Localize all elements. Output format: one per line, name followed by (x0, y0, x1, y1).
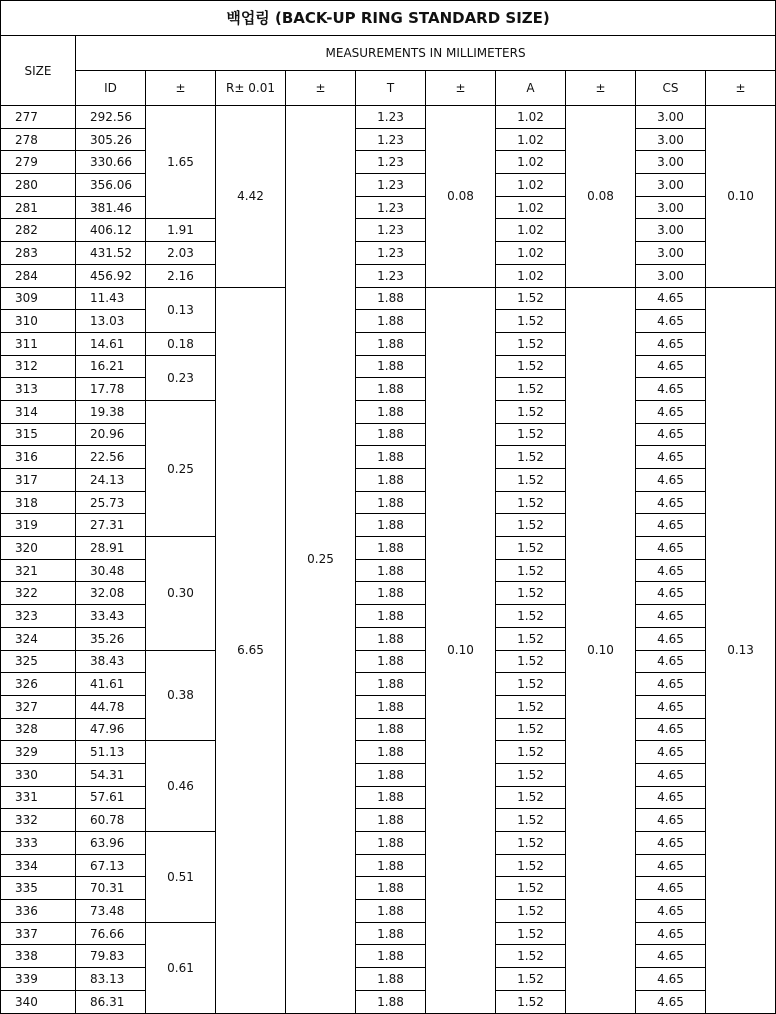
table-row (1, 469, 776, 492)
cs-cell: 4.65 (636, 355, 706, 378)
table-row (1, 219, 776, 242)
size-cell: 322 (1, 582, 76, 605)
id-tolerance-cell: 0.61 (146, 922, 216, 1013)
a-cell: 1.02 (496, 106, 566, 129)
size-cell: 315 (1, 423, 76, 446)
a-cell: 1.52 (496, 514, 566, 537)
t-cell: 1.23 (356, 106, 426, 129)
id-cell: 431.52 (76, 242, 146, 265)
id-tolerance-cell: 0.25 (146, 400, 216, 536)
t-cell: 1.88 (356, 695, 426, 718)
table-row (1, 559, 776, 582)
size-cell: 330 (1, 763, 76, 786)
cs-cell: 4.65 (636, 809, 706, 832)
t-cell: 1.88 (356, 809, 426, 832)
id-tolerance-cell: 0.30 (146, 537, 216, 650)
a-cell: 1.52 (496, 537, 566, 560)
title-row (1, 1, 776, 36)
t-cell: 1.88 (356, 491, 426, 514)
t-cell: 1.88 (356, 854, 426, 877)
a-cell: 1.02 (496, 128, 566, 151)
id-cell: 25.73 (76, 491, 146, 514)
cs-cell: 3.00 (636, 196, 706, 219)
t-cell: 1.88 (356, 378, 426, 401)
id-cell: 330.66 (76, 151, 146, 174)
cs-cell: 4.65 (636, 650, 706, 673)
table-row (1, 264, 776, 287)
id-cell: 63.96 (76, 832, 146, 855)
id-cell: 35.26 (76, 627, 146, 650)
id-cell: 30.48 (76, 559, 146, 582)
a-cell: 1.52 (496, 945, 566, 968)
size-cell: 320 (1, 537, 76, 560)
size-cell: 340 (1, 990, 76, 1013)
table-row (1, 650, 776, 673)
table-row (1, 151, 776, 174)
a-cell: 1.52 (496, 469, 566, 492)
cs-cell: 4.65 (636, 378, 706, 401)
a-cell: 1.52 (496, 559, 566, 582)
table-row (1, 400, 776, 423)
measurements-header: MEASUREMENTS IN MILLIMETERS (76, 36, 776, 71)
id-cell: 28.91 (76, 537, 146, 560)
table-row (1, 174, 776, 197)
cs-cell: 4.65 (636, 627, 706, 650)
size-cell: 321 (1, 559, 76, 582)
t-cell: 1.88 (356, 446, 426, 469)
a-cell: 1.52 (496, 491, 566, 514)
cs-cell: 4.65 (636, 469, 706, 492)
table-row (1, 718, 776, 741)
a-cell: 1.52 (496, 990, 566, 1013)
size-cell: 280 (1, 174, 76, 197)
id-cell: 83.13 (76, 968, 146, 991)
size-cell: 279 (1, 151, 76, 174)
a-cell: 1.52 (496, 741, 566, 764)
a-cell: 1.52 (496, 332, 566, 355)
t-cell: 1.88 (356, 945, 426, 968)
id-tolerance-cell: 0.18 (146, 332, 216, 355)
cs-cell: 4.65 (636, 446, 706, 469)
size-cell: 316 (1, 446, 76, 469)
id-cell: 456.92 (76, 264, 146, 287)
id-cell: 60.78 (76, 809, 146, 832)
table-row (1, 332, 776, 355)
table-row (1, 968, 776, 991)
cs-cell: 4.65 (636, 582, 706, 605)
cs-cell: 4.65 (636, 990, 706, 1013)
size-cell: 339 (1, 968, 76, 991)
a-cell: 1.52 (496, 718, 566, 741)
col-header-r-tol: ± (286, 71, 356, 106)
cs-cell: 4.65 (636, 423, 706, 446)
table-row (1, 355, 776, 378)
a-cell: 1.52 (496, 900, 566, 923)
t-cell: 1.88 (356, 741, 426, 764)
r-cell: 6.65 (216, 287, 286, 1013)
id-cell: 17.78 (76, 378, 146, 401)
table-row (1, 605, 776, 628)
r-cell: 4.42 (216, 106, 286, 288)
a-cell: 1.02 (496, 264, 566, 287)
t-cell: 1.88 (356, 786, 426, 809)
a-cell: 1.52 (496, 786, 566, 809)
table-row (1, 627, 776, 650)
r-tolerance-cell: 0.25 (286, 106, 356, 1014)
table-row (1, 242, 776, 265)
a-cell: 1.52 (496, 809, 566, 832)
id-cell: 16.21 (76, 355, 146, 378)
id-cell: 406.12 (76, 219, 146, 242)
id-cell: 57.61 (76, 786, 146, 809)
size-cell: 278 (1, 128, 76, 151)
t-cell: 1.23 (356, 219, 426, 242)
a-cell: 1.52 (496, 673, 566, 696)
cs-cell: 4.65 (636, 491, 706, 514)
id-cell: 41.61 (76, 673, 146, 696)
size-cell: 336 (1, 900, 76, 923)
id-tolerance-cell: 0.51 (146, 832, 216, 923)
id-tolerance-cell: 2.16 (146, 264, 216, 287)
cs-cell: 4.65 (636, 514, 706, 537)
table-row (1, 741, 776, 764)
id-tolerance-cell: 0.38 (146, 650, 216, 741)
table-row (1, 423, 776, 446)
id-cell: 76.66 (76, 922, 146, 945)
t-cell: 1.88 (356, 673, 426, 696)
a-cell: 1.52 (496, 763, 566, 786)
header-row-1 (1, 36, 776, 71)
cs-cell: 3.00 (636, 128, 706, 151)
t-cell: 1.23 (356, 196, 426, 219)
size-cell: 284 (1, 264, 76, 287)
cs-cell: 4.65 (636, 310, 706, 333)
table-row (1, 106, 776, 129)
table-row (1, 945, 776, 968)
id-cell: 27.31 (76, 514, 146, 537)
cs-cell: 4.65 (636, 945, 706, 968)
cs-cell: 4.65 (636, 741, 706, 764)
a-cell: 1.52 (496, 423, 566, 446)
a-cell: 1.52 (496, 582, 566, 605)
id-tolerance-cell: 0.13 (146, 287, 216, 332)
size-cell: 311 (1, 332, 76, 355)
col-header-cs: CS (636, 71, 706, 106)
a-cell: 1.52 (496, 400, 566, 423)
cs-cell: 3.00 (636, 242, 706, 265)
id-cell: 292.56 (76, 106, 146, 129)
table-row (1, 491, 776, 514)
t-cell: 1.88 (356, 900, 426, 923)
size-cell: 310 (1, 310, 76, 333)
cs-cell: 4.65 (636, 718, 706, 741)
t-tolerance-cell: 0.08 (426, 106, 496, 288)
t-cell: 1.88 (356, 832, 426, 855)
id-cell: 54.31 (76, 763, 146, 786)
size-cell: 331 (1, 786, 76, 809)
t-cell: 1.88 (356, 400, 426, 423)
a-cell: 1.02 (496, 219, 566, 242)
size-cell: 325 (1, 650, 76, 673)
a-cell: 1.52 (496, 310, 566, 333)
col-header-r: R± 0.01 (216, 71, 286, 106)
col-header-a: A (496, 71, 566, 106)
t-tolerance-cell: 0.10 (426, 287, 496, 1013)
table-row (1, 809, 776, 832)
a-cell: 1.52 (496, 378, 566, 401)
t-cell: 1.88 (356, 355, 426, 378)
cs-cell: 4.65 (636, 673, 706, 696)
t-cell: 1.88 (356, 650, 426, 673)
table-row (1, 832, 776, 855)
id-cell: 67.13 (76, 854, 146, 877)
id-cell: 381.46 (76, 196, 146, 219)
cs-cell: 4.65 (636, 695, 706, 718)
cs-cell: 4.65 (636, 559, 706, 582)
table-row (1, 786, 776, 809)
t-cell: 1.88 (356, 469, 426, 492)
id-cell: 14.61 (76, 332, 146, 355)
cs-tolerance-cell: 0.10 (706, 106, 776, 288)
cs-cell: 4.65 (636, 786, 706, 809)
a-cell: 1.52 (496, 627, 566, 650)
id-cell: 24.13 (76, 469, 146, 492)
id-cell: 38.43 (76, 650, 146, 673)
a-cell: 1.52 (496, 605, 566, 628)
t-cell: 1.88 (356, 968, 426, 991)
a-cell: 1.52 (496, 650, 566, 673)
a-cell: 1.02 (496, 242, 566, 265)
t-cell: 1.88 (356, 287, 426, 310)
cs-cell: 3.00 (636, 106, 706, 129)
size-cell: 314 (1, 400, 76, 423)
cs-cell: 4.65 (636, 854, 706, 877)
table-row (1, 446, 776, 469)
t-cell: 1.88 (356, 582, 426, 605)
t-cell: 1.88 (356, 559, 426, 582)
t-cell: 1.23 (356, 242, 426, 265)
header-row-2 (1, 71, 776, 106)
size-cell: 283 (1, 242, 76, 265)
table-row (1, 900, 776, 923)
t-cell: 1.23 (356, 151, 426, 174)
id-cell: 79.83 (76, 945, 146, 968)
a-cell: 1.52 (496, 968, 566, 991)
table-row (1, 537, 776, 560)
t-cell: 1.88 (356, 763, 426, 786)
table-row (1, 763, 776, 786)
a-cell: 1.52 (496, 854, 566, 877)
size-cell: 328 (1, 718, 76, 741)
cs-cell: 4.65 (636, 877, 706, 900)
table-row (1, 854, 776, 877)
table-title: 백업링 (BACK-UP RING STANDARD SIZE) (1, 1, 776, 36)
id-cell: 20.96 (76, 423, 146, 446)
col-header-id: ID (76, 71, 146, 106)
cs-cell: 3.00 (636, 174, 706, 197)
col-header-t: T (356, 71, 426, 106)
id-cell: 33.43 (76, 605, 146, 628)
size-cell: 337 (1, 922, 76, 945)
col-header-a-tol: ± (566, 71, 636, 106)
table-row (1, 514, 776, 537)
a-cell: 1.52 (496, 695, 566, 718)
t-cell: 1.88 (356, 990, 426, 1013)
t-cell: 1.88 (356, 310, 426, 333)
id-tolerance-cell: 0.46 (146, 741, 216, 832)
id-cell: 32.08 (76, 582, 146, 605)
id-cell: 13.03 (76, 310, 146, 333)
cs-cell: 4.65 (636, 922, 706, 945)
id-cell: 44.78 (76, 695, 146, 718)
t-cell: 1.88 (356, 718, 426, 741)
table-row (1, 287, 776, 310)
size-cell: 281 (1, 196, 76, 219)
size-cell: 338 (1, 945, 76, 968)
size-cell: 309 (1, 287, 76, 310)
cs-cell: 4.65 (636, 400, 706, 423)
col-header-t-tol: ± (426, 71, 496, 106)
t-cell: 1.88 (356, 627, 426, 650)
size-cell: 313 (1, 378, 76, 401)
table-row (1, 990, 776, 1013)
size-cell: 334 (1, 854, 76, 877)
size-cell: 277 (1, 106, 76, 129)
col-header-cs-tol: ± (706, 71, 776, 106)
col-header-id-tol: ± (146, 71, 216, 106)
size-cell: 323 (1, 605, 76, 628)
a-cell: 1.02 (496, 151, 566, 174)
cs-cell: 3.00 (636, 264, 706, 287)
id-tolerance-cell: 1.91 (146, 219, 216, 242)
size-cell: 327 (1, 695, 76, 718)
id-tolerance-cell: 1.65 (146, 106, 216, 219)
a-cell: 1.52 (496, 922, 566, 945)
cs-cell: 4.65 (636, 332, 706, 355)
table-row (1, 922, 776, 945)
cs-cell: 4.65 (636, 900, 706, 923)
table-row (1, 378, 776, 401)
size-cell: 312 (1, 355, 76, 378)
table-row (1, 695, 776, 718)
id-cell: 11.43 (76, 287, 146, 310)
a-cell: 1.02 (496, 174, 566, 197)
size-cell: 329 (1, 741, 76, 764)
id-cell: 51.13 (76, 741, 146, 764)
cs-cell: 4.65 (636, 968, 706, 991)
id-tolerance-cell: 0.23 (146, 355, 216, 400)
t-cell: 1.88 (356, 605, 426, 628)
id-tolerance-cell: 2.03 (146, 242, 216, 265)
table-row (1, 673, 776, 696)
size-cell: 326 (1, 673, 76, 696)
table-row (1, 877, 776, 900)
t-cell: 1.23 (356, 264, 426, 287)
t-cell: 1.88 (356, 332, 426, 355)
cs-cell: 4.65 (636, 763, 706, 786)
cs-cell: 4.65 (636, 605, 706, 628)
t-cell: 1.88 (356, 537, 426, 560)
cs-tolerance-cell: 0.13 (706, 287, 776, 1013)
id-cell: 70.31 (76, 877, 146, 900)
size-cell: 317 (1, 469, 76, 492)
size-header: SIZE (1, 36, 76, 106)
cs-cell: 4.65 (636, 832, 706, 855)
a-cell: 1.52 (496, 446, 566, 469)
t-cell: 1.23 (356, 174, 426, 197)
a-cell: 1.52 (496, 355, 566, 378)
a-tolerance-cell: 0.10 (566, 287, 636, 1013)
table-row (1, 582, 776, 605)
size-cell: 318 (1, 491, 76, 514)
t-cell: 1.88 (356, 514, 426, 537)
a-cell: 1.52 (496, 287, 566, 310)
table-body (1, 1, 776, 1014)
cs-cell: 3.00 (636, 151, 706, 174)
id-cell: 19.38 (76, 400, 146, 423)
size-cell: 324 (1, 627, 76, 650)
t-cell: 1.88 (356, 877, 426, 900)
t-cell: 1.88 (356, 423, 426, 446)
size-cell: 333 (1, 832, 76, 855)
a-tolerance-cell: 0.08 (566, 106, 636, 288)
cs-cell: 3.00 (636, 219, 706, 242)
id-cell: 356.06 (76, 174, 146, 197)
table-row (1, 128, 776, 151)
a-cell: 1.02 (496, 196, 566, 219)
table-row (1, 310, 776, 333)
size-cell: 335 (1, 877, 76, 900)
cs-cell: 4.65 (636, 287, 706, 310)
id-cell: 22.56 (76, 446, 146, 469)
table-row (1, 196, 776, 219)
a-cell: 1.52 (496, 877, 566, 900)
size-cell: 332 (1, 809, 76, 832)
a-cell: 1.52 (496, 832, 566, 855)
t-cell: 1.88 (356, 922, 426, 945)
cs-cell: 4.65 (636, 537, 706, 560)
id-cell: 47.96 (76, 718, 146, 741)
id-cell: 73.48 (76, 900, 146, 923)
id-cell: 305.26 (76, 128, 146, 151)
size-cell: 282 (1, 219, 76, 242)
t-cell: 1.23 (356, 128, 426, 151)
id-cell: 86.31 (76, 990, 146, 1013)
size-cell: 319 (1, 514, 76, 537)
